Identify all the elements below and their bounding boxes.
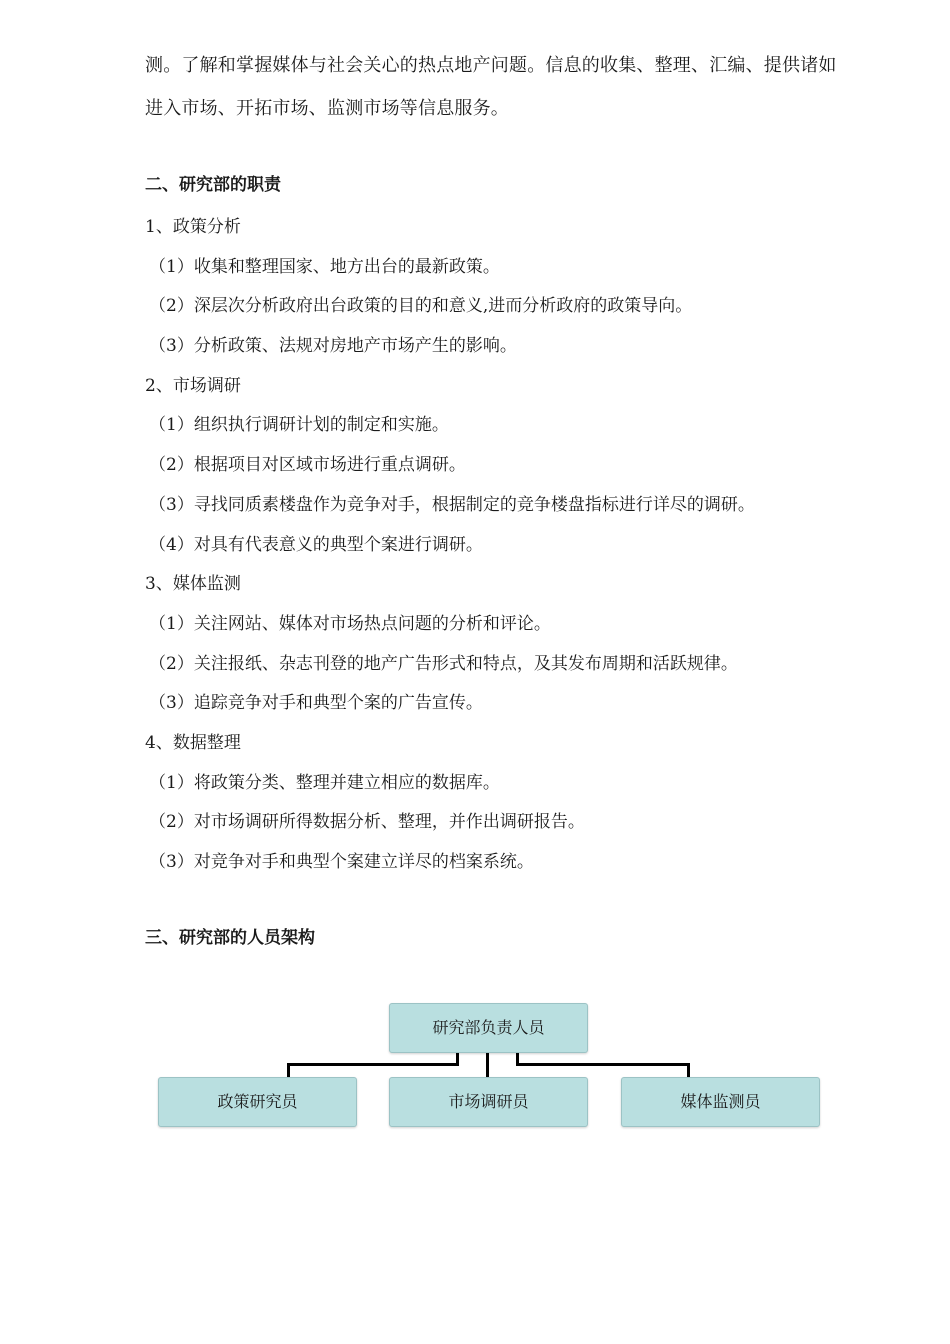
intro-line-1: 测。了解和掌握媒体与社会关心的热点地产问题。信息的收集、整理、汇编、提供诸如 [145, 55, 837, 76]
duty-item: （3）分析政策、法规对房地产市场产生的影响。 [149, 336, 517, 357]
duty-title: 2、市场调研 [145, 375, 241, 396]
intro-paragraph [145, 44, 885, 130]
duty-item: （2）对市场调研所得数据分析、整理，并作出调研报告。 [149, 812, 585, 833]
duty-item: （2）根据项目对区域市场进行重点调研。 [149, 455, 466, 476]
duty-title: 4、数据整理 [145, 732, 241, 753]
connector-head-left-drop [456, 1051, 459, 1065]
connector-left-drop [287, 1063, 290, 1077]
connector-head-mid-drop [486, 1051, 489, 1077]
duty-title: 1、政策分析 [145, 217, 241, 237]
connector-right-horizontal [516, 1063, 690, 1066]
duty-item: （1）收集和整理国家、地方出台的最新政策。 [149, 256, 500, 277]
org-box-media-monitor: 媒体监测员 [621, 1077, 820, 1127]
duty-group-policy [145, 208, 905, 367]
duty-item: （4）对具有代表意义的典型个案进行调研。 [149, 534, 483, 555]
duty-item: （3）对竞争对手和典型个案建立详尽的档案系统。 [149, 852, 534, 872]
duty-item: （3）寻找同质素楼盘作为竞争对手，根据制定的竞争楼盘指标进行详尽的调研。 [149, 494, 755, 515]
duty-item: （2）深层次分析政府出台政策的目的和意义,进而分析政府的政策导向。 [149, 296, 693, 317]
section-heading-staff-structure: 三、研究部的人员架构 [145, 928, 315, 948]
org-box-market-researcher: 市场调研员 [389, 1077, 588, 1127]
duty-group-data-processing [145, 724, 905, 883]
connector-left-horizontal [287, 1063, 459, 1066]
duty-item: （1）组织执行调研计划的制定和实施。 [149, 415, 449, 436]
org-box-policy-researcher: 政策研究员 [158, 1077, 357, 1127]
duty-item: （3）追踪竞争对手和典型个案的广告宣传。 [149, 693, 483, 714]
duty-item: （2）关注报纸、杂志刊登的地产广告形式和特点，及其发布周期和活跃规律。 [149, 653, 738, 674]
intro-line-2: 进入市场、开拓市场、监测市场等信息服务。 [145, 98, 509, 119]
duty-group-market-research [145, 367, 905, 565]
connector-head-right-drop [516, 1051, 519, 1065]
connector-right-drop [687, 1063, 690, 1077]
duty-title: 3、媒体监测 [145, 574, 241, 595]
duties-list [145, 208, 905, 883]
org-box-head: 研究部负责人员 [389, 1003, 588, 1053]
duty-group-media-monitoring [145, 565, 905, 724]
duty-item: （1）将政策分类、整理并建立相应的数据库。 [149, 772, 500, 793]
section-heading-duties: 二、研究部的职责 [145, 175, 281, 195]
duty-item: （1）关注网站、媒体对市场热点问题的分析和评论。 [149, 613, 551, 634]
